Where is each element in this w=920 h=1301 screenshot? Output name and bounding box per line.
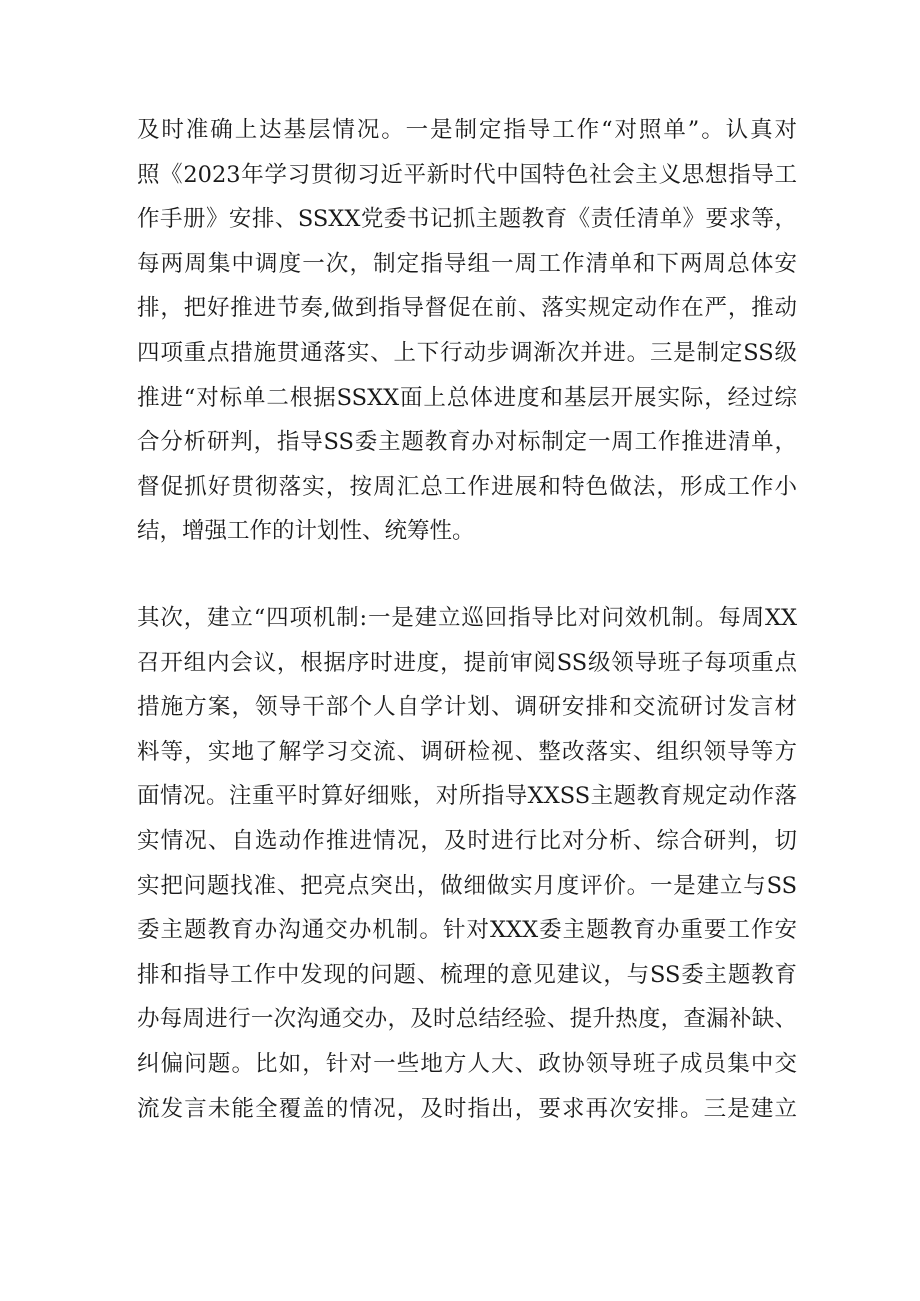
paragraph-line: 其次，建立“四项机制:一是建立巡回指导比对问效机制。每周XX bbox=[137, 605, 797, 631]
paragraph-line: 及时准确上达基层情况。一是制定指导工作“对照单”。认真对 bbox=[137, 117, 797, 143]
paragraph-line: 召开组内会议，根据序时进度，提前审阅SS级领导班子每项重点 bbox=[137, 649, 797, 676]
paragraph-line: 督促抓好贯彻落实，按周汇总工作进展和特色做法，形成工作小 bbox=[137, 473, 797, 500]
paragraph-line: 合分析研判，指导SS委主题教育办对标制定一周工作推进清单， bbox=[137, 429, 797, 456]
paragraph-1 bbox=[137, 108, 797, 554]
paragraph-line: 作手册》安排、SSXX党委书记抓主题教育《责任清单》要求等， bbox=[137, 206, 797, 233]
paragraph-line: 结，增强工作的计划性、统筹性。 bbox=[137, 518, 475, 545]
paragraph-line: 实情况、自选动作推进情况，及时进行比对分析、综合研判，切 bbox=[137, 827, 797, 854]
paragraph-line: 排，把好推进节奏,做到指导督促在前、落实规定动作在严，推动 bbox=[137, 295, 797, 322]
paragraph-line: 推进“对标单二根据SSXX面上总体进度和基层开展实际，经过综 bbox=[137, 384, 797, 411]
paragraph-line: 照《2023年学习贯彻习近平新时代中国特色社会主义思想指导工 bbox=[137, 161, 797, 188]
paragraph-line: 每两周集中调度一次，制定指导组一周工作清单和下两周总体安 bbox=[137, 250, 797, 277]
paragraph-line: 流发言未能全覆盖的情况，及时指出，要求再次安排。三是建立 bbox=[137, 1095, 797, 1122]
paragraph-line: 实把问题找准、把亮点突出，做细做实月度评价。一是建立与SS bbox=[137, 872, 797, 899]
paragraph-2 bbox=[137, 596, 797, 1131]
paragraph-line: 办每周进行一次沟通交办，及时总结经验、提升热度，查漏补缺、 bbox=[137, 1006, 797, 1033]
paragraph-line: 面情况。注重平时算好细账，对所指导XXSS主题教育规定动作落 bbox=[137, 783, 797, 810]
paragraph-line: 措施方案，领导干部个人自学计划、调研安排和交流研讨发言材 bbox=[137, 694, 797, 721]
paragraph-line: 纠偏问题。比如，针对一些地方人大、政协领导班子成员集中交 bbox=[137, 1050, 797, 1077]
paragraph-line: 料等，实地了解学习交流、调研检视、整改落实、组织领导等方 bbox=[137, 738, 797, 765]
paragraph-line: 四项重点措施贯通落实、上下行动步调渐次并进。三是制定SS级 bbox=[137, 339, 797, 366]
paragraph-line: 委主题教育办沟通交办机制。针对XXX委主题教育办重要工作安 bbox=[137, 917, 797, 944]
paragraph-line: 排和指导工作中发现的问题、梳理的意见建议，与SS委主题教育 bbox=[137, 961, 797, 988]
